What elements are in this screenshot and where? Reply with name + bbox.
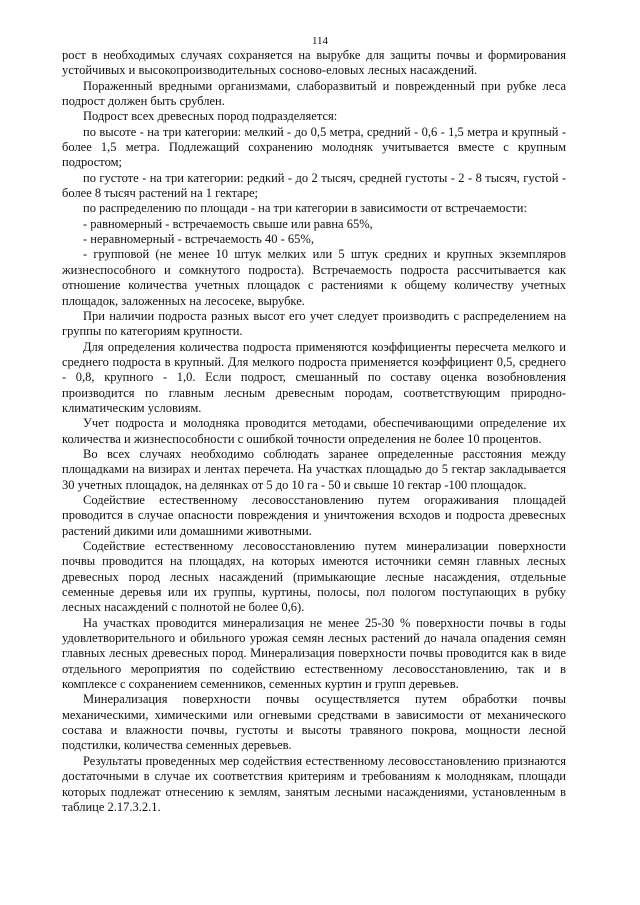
paragraph: Пораженный вредными организмами, слаборазвитый и поврежденный при рубке леса подрост должен быть срублен. [62, 78, 566, 109]
paragraph: На участках проводится минерализация не менее 25-30 % поверхности почвы в годы удовлетворительного и обильного урожая семян лесных растений до начала опадения семян главных лесных древесных пород. Минерализация поверхности почвы проводится как в виде отдельного мероприятия по содействию естественному лесовосстановлению, так и в комплексе с сохранением семенников, семенных куртин и групп деревьев. [62, 615, 566, 692]
paragraph: рост в необходимых случаях сохраняется на вырубке для защиты почвы и формирования устойчивых и высокопроизводительных сосново-еловых лесных насаждений. [62, 48, 566, 78]
paragraph: по высоте - на три категории: мелкий - до 0,5 метра, средний - 0,6 - 1,5 метра и крупный - более 1,5 метра. Подлежащий сохранению молодняк учитывается вместе с крупным подростом; [62, 124, 566, 170]
paragraph: Минерализация поверхности почвы осуществляется путем обработки почвы механическими, химическими или огневыми средствами в зависимости от механического состава и влажности почвы, густоты и высоты травяного покрова, мощности лесной подстилки, количества семенных деревьев. [62, 692, 566, 753]
paragraph: по густоте - на три категории: редкий - до 2 тысяч, средней густоты - 2 - 8 тысяч, густой - более 8 тысяч растений на 1 гектаре; [62, 170, 566, 201]
paragraph: Учет подроста и молодняка проводится методами, обеспечивающими определение их количества и жизнеспособности с ошибкой точности определения не более 10 процентов. [62, 416, 566, 446]
paragraph: Содействие естественному лесовосстановлению путем огораживания площадей проводится в случае опасности повреждения и уничтожения всходов и подроста древесных растений дикими или домашними животными. [62, 492, 566, 538]
document-body [62, 48, 566, 815]
list-item: - неравномерный - встречаемость 40 - 65%, [83, 232, 314, 247]
paragraph: Для определения количества подроста применяются коэффициенты пересчета мелкого и среднего подроста в крупный. Для мелкого подроста применяется коэффициент 0,5, среднего - 0,8, крупного - 1,0. Если подрост, смешанный по составу оценка возобновления производится по главным лесным древесным породам, соответствующим природно-климатическим условиям. [62, 339, 566, 415]
paragraph: Во всех случаях необходимо соблюдать заранее определенные расстояния между площадками на визирах и лентах перечета. На участках площадью до 5 гектар закладывается 30 учетных площадок, на делянках от 5 до 10 га - 50 и свыше 10 гектар -100 площадок. [62, 446, 566, 492]
paragraph: Результаты проведенных мер содействия естественному лесовосстановлению признаются достаточными в случае их соответствия критериям и требованиям к молоднякам, площади которых подлежат отнесению к землям, занятым лесными насаждениями, установленным в таблице 2.17.3.2.1. [62, 753, 566, 814]
paragraph: Подрост всех древесных пород подразделяется: [83, 109, 338, 124]
list-item: - равномерный - встречаемость свыше или равна 65%, [83, 216, 373, 231]
paragraph: При наличии подроста разных высот его учет следует производить с распределением на группы по категориям крупности. [62, 308, 566, 339]
paragraph: по распределению по площади - на три категории в зависимости от встречаемости: [83, 201, 527, 216]
list-item: - групповой (не менее 10 штук мелких или 5 штук средних и крупных экземпляров жизнеспособного и сомкнутого подроста). Встречаемость подроста рассчитывается как отношение количества учетных площадок с растениями к общему количеству учетных площадок, заложенных на лесосеке, вырубке. [62, 247, 566, 308]
paragraph: Содействие естественному лесовосстановлению путем минерализации поверхности почвы проводится на площадях, на которых имеются источники семян главных лесных древесных пород лесных насаждений (примыкающие лесные насаждения, отдельные семенные деревья или их группы, куртины, полосы, пол пологом поступающих в рубку лесных насаждений с полнотой не более 0,6). [62, 539, 566, 615]
page-number: 114 [311, 35, 329, 47]
